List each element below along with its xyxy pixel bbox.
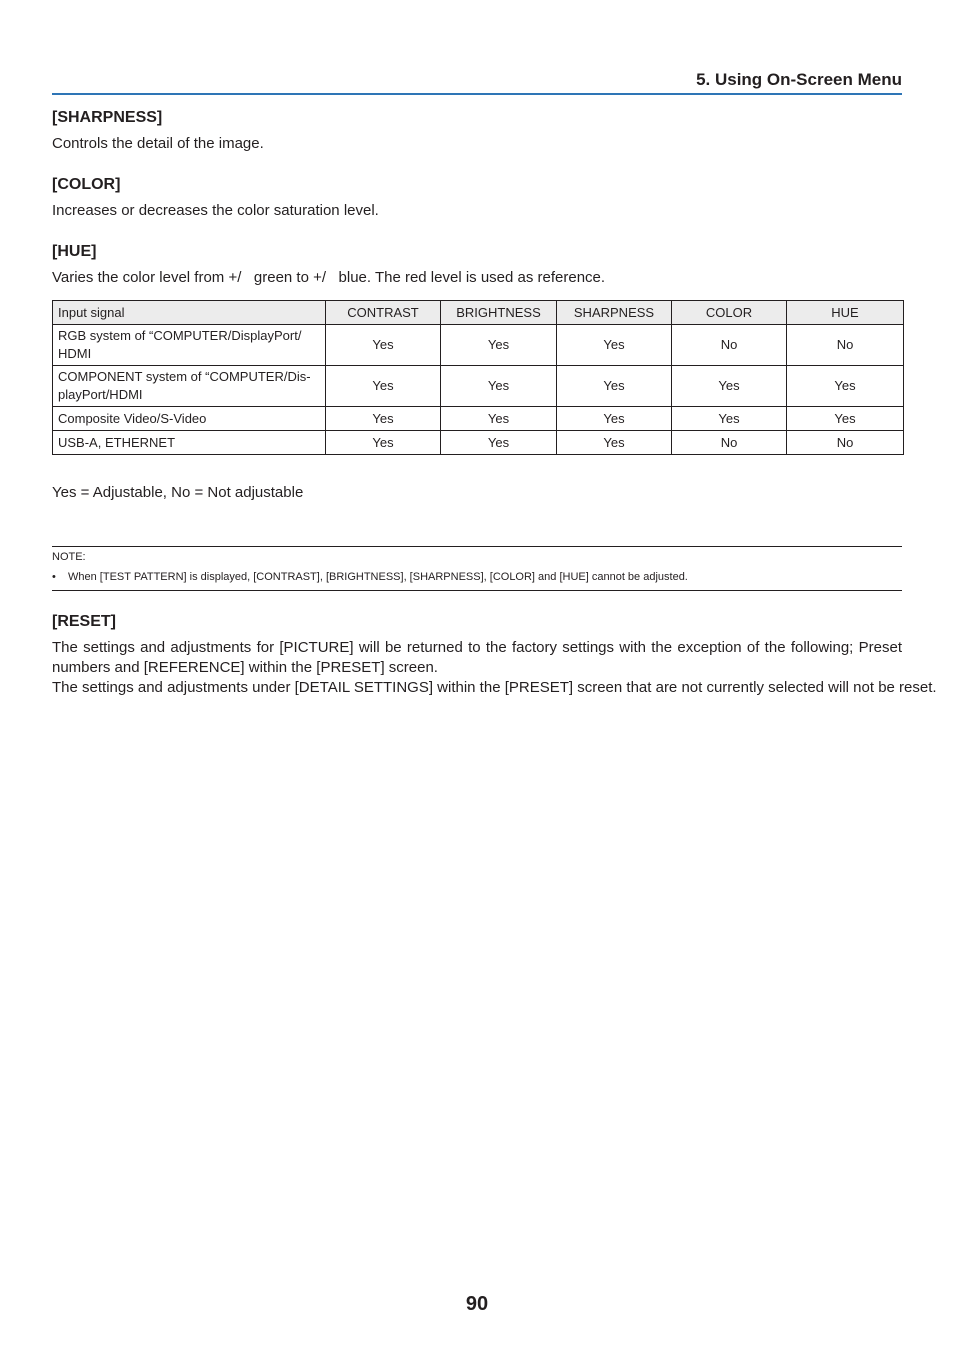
column-header: SHARPNESS (557, 301, 672, 325)
table-cell: Yes (557, 366, 672, 407)
table-cell: Yes (557, 431, 672, 455)
note-box (52, 546, 902, 591)
adjustability-table (52, 300, 904, 455)
table-cell: Yes (557, 407, 672, 431)
color-heading: [COLOR] (52, 176, 121, 193)
column-header: COLOR (672, 301, 787, 325)
table-cell-signal: RGB system of “COMPUTER/DisplayPort/ HDMI (53, 325, 326, 366)
sharpness-heading: [SHARPNESS] (52, 109, 163, 126)
table-cell: Yes (672, 407, 787, 431)
table-header-row (53, 301, 904, 325)
table-cell: Yes (326, 431, 441, 455)
note-bullet: • (52, 571, 56, 583)
table-cell: Yes (557, 325, 672, 366)
table-cell-signal: USB-A, ETHERNET (53, 431, 326, 455)
table-cell: Yes (441, 431, 557, 455)
table-cell-signal: Composite Video/S-Video (53, 407, 326, 431)
table-cell: No (787, 431, 904, 455)
table-cell: Yes (441, 407, 557, 431)
column-header: CONTRAST (326, 301, 441, 325)
sharpness-description: Controls the detail of the image. (52, 135, 264, 152)
table-cell: Yes (326, 366, 441, 407)
reset-paragraph-line-2: numbers and [REFERENCE] within the [PRESET] screen. (52, 659, 438, 676)
table-row (53, 325, 904, 366)
table-cell: No (787, 325, 904, 366)
column-header: BRIGHTNESS (441, 301, 557, 325)
table-cell: Yes (787, 407, 904, 431)
hue-description: Varies the color level from +/ green to +/ blue. The red level is used as reference. (52, 269, 606, 286)
note-text: When [TEST PATTERN] is displayed, [CONTRAST], [BRIGHTNESS], [SHARPNESS], [COLOR] and [HUE] cannot be adjusted. (68, 571, 688, 583)
note-label: NOTE: (52, 551, 86, 563)
table-row (53, 431, 904, 455)
column-header: Input signal (53, 301, 326, 325)
page-header (52, 70, 902, 95)
hue-heading: [HUE] (52, 243, 97, 260)
table-cell: Yes (441, 325, 557, 366)
section-title: 5. Using On-Screen Menu (696, 70, 902, 89)
color-description: Increases or decreases the color saturation level. (52, 202, 379, 219)
table-cell: Yes (326, 407, 441, 431)
reset-paragraph-line-1: The settings and adjustments for [PICTURE] will be returned to the factory settings with the exception of the following; Preset (52, 639, 902, 656)
table-row (53, 407, 904, 431)
table-cell: No (672, 431, 787, 455)
page-number: 90 (465, 1293, 489, 1315)
table-cell: Yes (672, 366, 787, 407)
table-cell-signal: COMPONENT system of “COMPUTER/Dis- playPort/HDMI (53, 366, 326, 407)
table-cell: No (672, 325, 787, 366)
column-header: HUE (787, 301, 904, 325)
reset-heading: [RESET] (52, 613, 116, 630)
table-legend: Yes = Adjustable, No = Not adjustable (52, 484, 304, 501)
table-cell: Yes (787, 366, 904, 407)
table-cell: Yes (441, 366, 557, 407)
table-cell: Yes (326, 325, 441, 366)
table-row (53, 366, 904, 407)
reset-paragraph-2: The settings and adjustments under [DETAIL SETTINGS] within the [PRESET] screen that are not currently selected will not be reset. (52, 679, 937, 696)
